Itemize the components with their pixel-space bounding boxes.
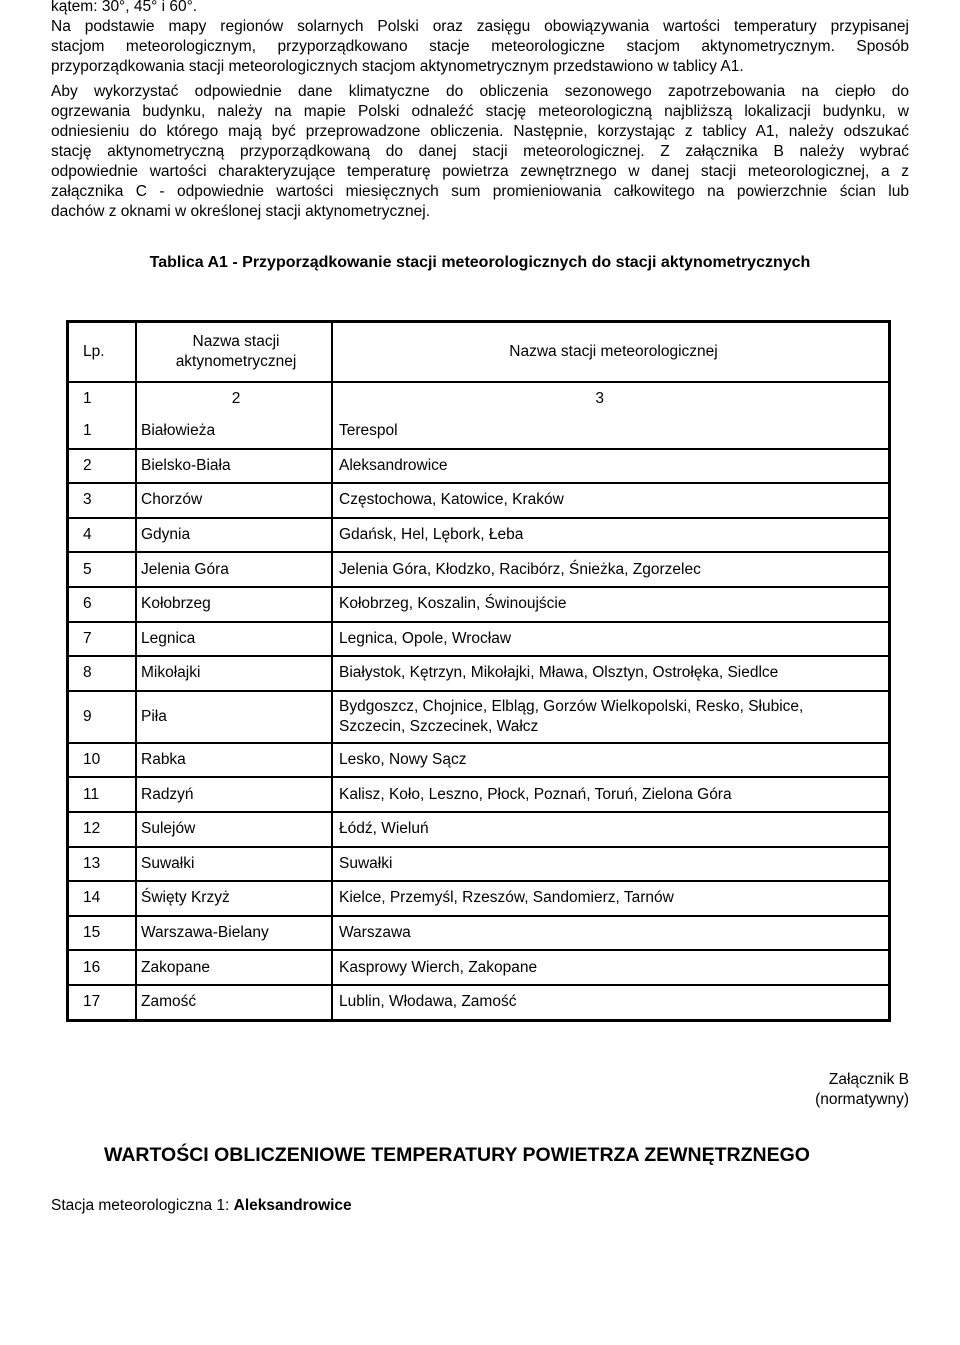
table-row	[68, 518, 890, 553]
table-row	[68, 483, 890, 518]
paragraph-1-line: przyporządkowania stacji meteorologicznych stacjom aktynometrycznym przedstawiono w tablicy A1.	[51, 58, 744, 75]
row-meteorological-stations	[332, 691, 890, 743]
table-row	[68, 587, 890, 622]
header-actinometric	[136, 322, 332, 383]
table-row	[68, 743, 890, 778]
column-number: 3	[595, 390, 604, 407]
station-line	[51, 1196, 352, 1216]
row-lp: 10	[68, 743, 137, 778]
row-lp: 11	[68, 777, 137, 812]
table-row	[68, 881, 890, 916]
table-row	[68, 950, 890, 985]
row-lp: 17	[68, 985, 137, 1020]
table-row	[68, 847, 890, 882]
column-number: 2	[136, 382, 332, 415]
row-lp: 9	[68, 691, 137, 743]
paragraph-2-line: Aby wykorzystać odpowiednie dane klimatyczne do obliczenia sezonowego zapotrzebowania na ciepło do	[51, 83, 909, 100]
table-row	[68, 415, 890, 449]
row-meteorological-stations: Terespol	[332, 415, 890, 449]
row-actinometric-station: Święty Krzyż	[136, 881, 332, 916]
paragraph-2-line: dachów z oknami w określonej stacji aktynometrycznej.	[51, 203, 431, 220]
row-actinometric-station: Rabka	[136, 743, 332, 778]
annex-heading	[815, 1070, 909, 1110]
table-row	[68, 552, 890, 587]
row-lp: 6	[68, 587, 137, 622]
paragraph-2-line: ogrzewania budynku, należy na mapie Polski odnaleźć stację meteorologiczną najbliższą lokalizacji budynku, w	[51, 103, 909, 120]
row-lp: 1	[68, 415, 137, 449]
row-actinometric-station: Sulejów	[136, 812, 332, 847]
table-row	[68, 777, 890, 812]
row-meteorological-stations: Kalisz, Koło, Leszno, Płock, Poznań, Toruń, Zielona Góra	[332, 777, 890, 812]
row-lp: 15	[68, 916, 137, 951]
table-row	[68, 985, 890, 1020]
paragraph-2-line: odniesieniu do którego mają być przeprowadzone obliczenia. Następnie, korzystając z tablicy A1, należy odszukać	[51, 123, 909, 140]
paragraph-2-line: stację aktynometryczną przyporządkowaną do danej stacji meteorologicznej. Z załącznika B należy wybrać	[51, 143, 909, 160]
annex-title: WARTOŚCI OBLICZENIOWE TEMPERATURY POWIETRZA ZEWNĘTRZNEGO	[104, 1144, 810, 1166]
row-meteorological-stations: Kasprowy Wierch, Zakopane	[332, 950, 890, 985]
row-actinometric-station: Warszawa-Bielany	[136, 916, 332, 951]
row-meteorological-stations: Kołobrzeg, Koszalin, Świnoujście	[332, 587, 890, 622]
paragraph-1	[51, 17, 909, 77]
row-actinometric-station: Chorzów	[136, 483, 332, 518]
row-meteorological-stations: Suwałki	[332, 847, 890, 882]
row-actinometric-station: Zakopane	[136, 950, 332, 985]
table-body	[68, 415, 890, 1020]
row-actinometric-station: Kołobrzeg	[136, 587, 332, 622]
table-row	[68, 691, 890, 743]
row-meteorological-line: Szczecin, Szczecinek, Wałcz	[339, 717, 539, 735]
row-lp: 7	[68, 622, 137, 657]
row-lp: 13	[68, 847, 137, 882]
column-number: 1	[68, 382, 137, 415]
row-actinometric-station: Jelenia Góra	[136, 552, 332, 587]
paragraph-1-line: stacjom meteorologicznym, przyporządkowano stacje meteorologiczne stacjom aktynometrycznym. Sposób	[51, 38, 909, 55]
header-lp: Lp.	[68, 322, 137, 383]
table-row	[68, 916, 890, 951]
stations-table	[66, 320, 891, 1022]
table-row	[68, 449, 890, 484]
column-number-row	[68, 382, 890, 415]
header-actinometric-line1: Nazwa stacji	[192, 333, 280, 350]
station-value: Aleksandrowice	[233, 1197, 352, 1214]
paragraph-2-line: odpowiednie wartości charakteryzujące temperaturę powietrza zewnętrznego w danej stacji meteorologicznej, a z	[51, 163, 909, 180]
row-meteorological-stations: Aleksandrowice	[332, 449, 890, 484]
row-meteorological-stations: Gdańsk, Hel, Lębork, Łeba	[332, 518, 890, 553]
row-lp: 3	[68, 483, 137, 518]
row-actinometric-station: Zamość	[136, 985, 332, 1020]
annex-name: Załącznik B	[828, 1071, 909, 1088]
row-actinometric-station: Piła	[136, 691, 332, 743]
station-label: Stacja meteorologiczna 1:	[51, 1197, 234, 1214]
row-actinometric-station: Legnica	[136, 622, 332, 657]
row-meteorological-stations: Warszawa	[332, 916, 890, 951]
row-actinometric-station: Radzyń	[136, 777, 332, 812]
row-meteorological-stations: Białystok, Kętrzyn, Mikołajki, Mława, Olsztyn, Ostrołęka, Siedlce	[332, 656, 890, 691]
table-caption: Tablica A1 - Przyporządkowanie stacji meteorologicznych do stacji aktynometrycznych	[149, 254, 811, 271]
row-meteorological-stations: Częstochowa, Katowice, Kraków	[332, 483, 890, 518]
paragraph-2	[51, 82, 909, 222]
row-actinometric-station: Gdynia	[136, 518, 332, 553]
row-actinometric-station: Białowieża	[136, 415, 332, 449]
row-lp: 14	[68, 881, 137, 916]
row-actinometric-station: Mikołajki	[136, 656, 332, 691]
table-header-row	[68, 322, 890, 383]
top-fragment: kątem: 30°, 45° i 60°.	[51, 0, 198, 15]
row-meteorological-line: Bydgoszcz, Chojnice, Elbląg, Gorzów Wielkopolski, Resko, Słubice,	[339, 697, 804, 715]
paragraph-2-line: załącznika C - odpowiednie wartości miesięcznych sum promieniowania całkowitego na powierzchnie ścian lub	[51, 183, 909, 200]
annex-kind: (normatywny)	[815, 1091, 909, 1108]
header-actinometric-line2: aktynometrycznej	[175, 353, 297, 370]
row-meteorological-stations: Legnica, Opole, Wrocław	[332, 622, 890, 657]
row-meteorological-stations: Kielce, Przemyśl, Rzeszów, Sandomierz, Tarnów	[332, 881, 890, 916]
table-row	[68, 812, 890, 847]
row-lp: 8	[68, 656, 137, 691]
row-meteorological-stations: Lublin, Włodawa, Zamość	[339, 993, 517, 1011]
row-lp: 16	[68, 950, 137, 985]
row-lp: 5	[68, 552, 137, 587]
row-lp: 4	[68, 518, 137, 553]
table-row	[68, 656, 890, 691]
paragraph-1-line: Na podstawie mapy regionów solarnych Polski oraz zasięgu obowiązywania wartości temperatury przypisanej	[51, 18, 909, 35]
row-lp: 2	[68, 449, 137, 484]
table-row	[68, 622, 890, 657]
row-actinometric-station: Bielsko-Biała	[136, 449, 332, 484]
row-lp: 12	[68, 812, 137, 847]
row-actinometric-station: Suwałki	[136, 847, 332, 882]
row-meteorological-stations: Łódź, Wieluń	[332, 812, 890, 847]
row-meteorological-stations: Jelenia Góra, Kłodzko, Racibórz, Śnieżka, Zgorzelec	[332, 552, 890, 587]
row-meteorological-stations: Lesko, Nowy Sącz	[332, 743, 890, 778]
header-meteorological: Nazwa stacji meteorologicznej	[332, 322, 890, 383]
